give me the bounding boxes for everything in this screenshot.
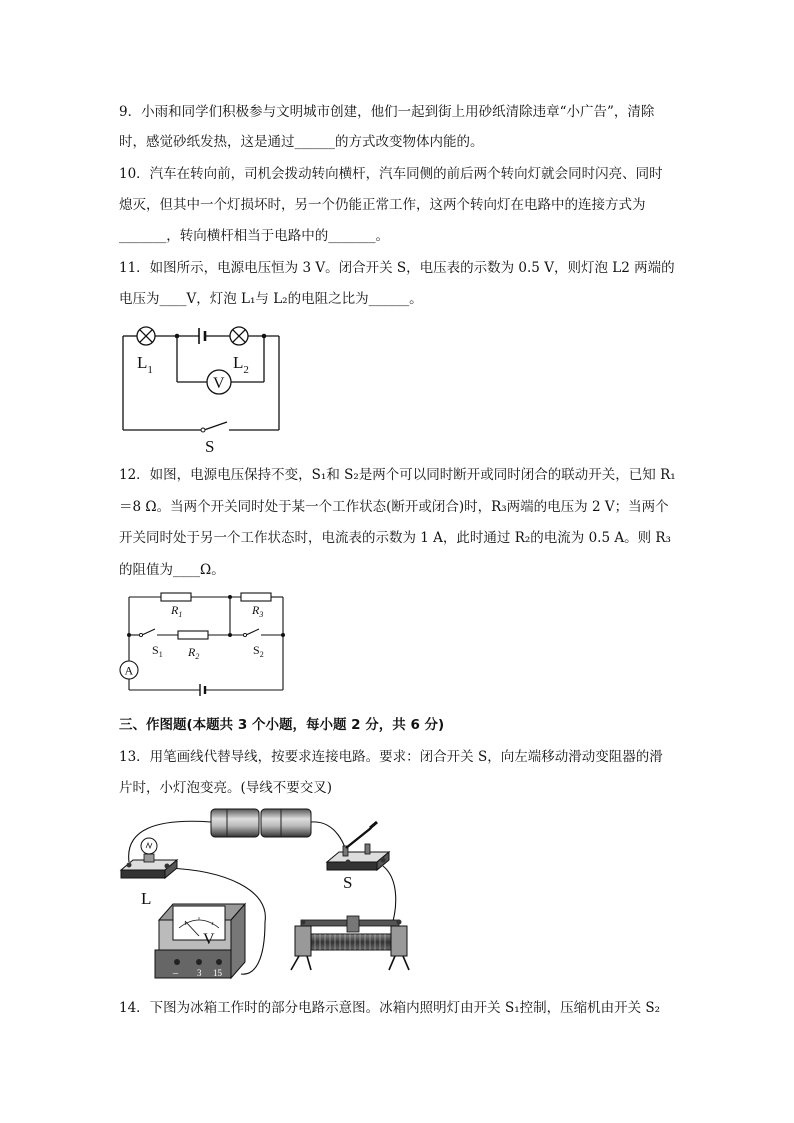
- q9-line-1: 9．小雨和同学们积极参与文明城市创建，他们一起到街上用砂纸清除违章“小广告”，清除: [119, 104, 655, 120]
- terminal-minus-label: –: [173, 968, 178, 979]
- battery-icon: [211, 809, 311, 837]
- s2-label: $S_2$: [253, 643, 264, 659]
- q14-line-1: 14．下图为冰箱工作时的部分电路示意图。冰箱内照明灯由开关 S₁控制，压缩机由开关 S₂: [119, 1000, 661, 1016]
- q12-line-1: 12．如图，电源电压保持不变，S₁和 S₂是两个可以同时断开或同时闭合的联动开关，已知 R₁: [119, 467, 676, 483]
- l1-label: $L_1$: [137, 353, 153, 376]
- r2-label: $R_2$: [188, 645, 200, 661]
- voltmeter-icon: [155, 904, 245, 978]
- q12-line-4: 的阻值为____Ω。: [119, 562, 225, 578]
- r3-label: $R_3$: [252, 603, 264, 619]
- lamp-label: L: [141, 889, 152, 908]
- q12-circuit-diagram: [115, 588, 295, 706]
- q11-line-1: 11．如图所示，电源电压恒为 3 V。闭合开关 S，电压表的示数为 0.5 V，则灯泡 L2 两端的: [119, 260, 675, 276]
- s1-label: $S_1$: [152, 643, 163, 659]
- voltmeter-label: V: [213, 375, 225, 392]
- q10-line-2: 熄灭，但其中一个灯损坏时，另一个仍能正常工作，这两个转向灯在电路中的连接方式为: [119, 197, 646, 213]
- lamp-bulb-icon: [121, 838, 177, 878]
- r1-label: $R_1$: [171, 603, 183, 619]
- ammeter-label: A: [124, 663, 134, 678]
- sliding-rheostat-icon: [291, 916, 409, 970]
- l2-label: $L_2$: [233, 353, 249, 376]
- knife-switch-icon: [327, 822, 389, 870]
- q13-line-2: 片时，小灯泡变亮。(导线不要交叉): [119, 780, 333, 796]
- resistor-r3-symbol: [241, 593, 271, 601]
- wire-switch-to-rheostat: [383, 866, 396, 928]
- terminal-3-label: 3: [197, 968, 202, 978]
- terminal-15-label: 15: [213, 968, 222, 978]
- resistor-r1-symbol: [161, 593, 191, 601]
- section-3-heading: 三、作图题(本题共 3 个小题，每小题 2 分，共 6 分): [119, 717, 445, 733]
- q9-line-2: 时，感觉砂纸发热，这是通过______的方式改变物体内能的。: [119, 134, 484, 150]
- wire-battery-to-lamp: [129, 821, 211, 862]
- switch-s-label: S: [205, 437, 215, 456]
- q12-line-2: ＝8 Ω。当两个开关同时处于某一个工作状态(断开或闭合)时，R₃两端的电压为 2 V；当两个: [119, 499, 669, 515]
- switch-label: S: [343, 873, 353, 892]
- resistor-r2-symbol: [178, 631, 208, 639]
- voltmeter-label: V: [203, 931, 215, 948]
- q10-line-1: 10．汽车在转向前，司机会拨动转向横杆，汽车同侧的前后两个转向灯就会同时闪亮、同时: [119, 166, 663, 182]
- q11-circuit-diagram: [115, 318, 295, 458]
- q12-line-3: 开关同时处于另一个工作状态时，电流表的示数为 1 A，此时通过 R₂的电流为 0.5 A。则 R₃: [119, 530, 671, 546]
- q11-line-2: 电压为____V，灯泡 L₁与 L₂的电阻之比为______。: [119, 291, 423, 307]
- q10-line-3: _______，转向横杆相当于电路中的_______。: [119, 228, 389, 244]
- q13-line-1: 13．用笔画线代替导线，按要求连接电路。要求：闭合开关 S，向左端移动滑动变阻器的滑: [119, 749, 663, 765]
- q13-physical-circuit-illustration: [115, 800, 435, 990]
